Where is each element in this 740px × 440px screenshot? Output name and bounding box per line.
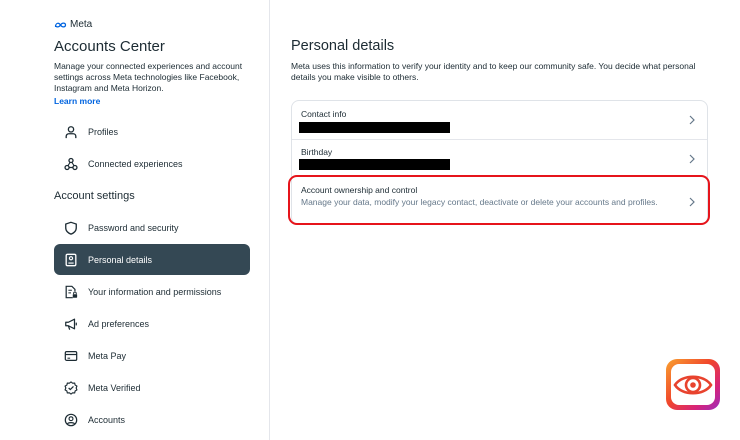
sidebar-item-label: Meta Verified xyxy=(88,382,141,393)
meta-infinity-icon xyxy=(54,21,67,29)
eye-app-icon xyxy=(666,359,720,410)
megaphone-icon xyxy=(54,317,88,331)
sidebar-item-profiles[interactable] xyxy=(54,116,250,147)
connected-icon xyxy=(54,157,88,171)
meta-logo xyxy=(54,19,92,30)
row-label: Contact info xyxy=(301,109,347,119)
sidebar-item-label: Personal details xyxy=(88,254,153,265)
learn-more-link[interactable]: Learn more xyxy=(54,96,101,106)
redacted-value xyxy=(299,122,450,133)
verified-badge-icon xyxy=(54,381,88,395)
sidebar-item-accounts[interactable] xyxy=(54,404,250,435)
sidebar-item-connected-experiences[interactable] xyxy=(54,148,250,179)
sidebar-item-ad-preferences[interactable] xyxy=(54,308,250,339)
account-settings-heading: Account settings xyxy=(54,190,135,202)
person-icon xyxy=(54,125,88,139)
document-lock-icon xyxy=(54,285,88,299)
brand-name: Meta xyxy=(70,19,93,30)
birthday-row[interactable] xyxy=(292,139,707,176)
sidebar-item-label: Meta Pay xyxy=(88,350,127,361)
card-icon xyxy=(54,349,88,363)
sidebar-item-label: Profiles xyxy=(88,126,119,137)
accounts-center-title: Accounts Center xyxy=(54,38,165,55)
sidebar-item-personal-details[interactable] xyxy=(54,244,250,275)
id-card-icon xyxy=(54,253,88,267)
shield-icon xyxy=(54,221,88,235)
chevron-right-icon xyxy=(689,154,695,164)
chevron-right-icon xyxy=(689,115,695,125)
sidebar-item-password-security[interactable] xyxy=(54,212,250,243)
page-description: Meta uses this information to verify your identity and to keep our community safe. You decide what personal details you make visible to others. xyxy=(291,61,696,82)
sidebar-item-label: Accounts xyxy=(88,414,126,425)
contact-info-row[interactable] xyxy=(292,101,707,139)
sidebar-item-label: Password and security xyxy=(88,222,179,233)
sidebar xyxy=(0,0,270,440)
sidebar-item-label: Your information and permissions xyxy=(88,286,222,297)
row-sublabel: Manage your data, modify your legacy contact, deactivate or delete your accounts and profiles. xyxy=(301,197,658,207)
row-label: Birthday xyxy=(301,147,333,157)
page-title: Personal details xyxy=(291,38,395,54)
account-circle-icon xyxy=(54,413,88,427)
eye-icon xyxy=(672,370,714,400)
sidebar-item-label: Connected experiences xyxy=(88,158,183,169)
sidebar-item-label: Ad preferences xyxy=(88,318,150,329)
accounts-center-description: Manage your connected experiences and account settings across Meta technologies like Facebook, Instagram and Meta Horizon. xyxy=(54,61,243,93)
row-label: Account ownership and control xyxy=(301,185,418,195)
redacted-value xyxy=(299,159,450,170)
highlight-outline xyxy=(288,175,710,225)
sidebar-item-your-information[interactable] xyxy=(54,276,250,307)
sidebar-item-meta-verified[interactable] xyxy=(54,372,250,403)
sidebar-item-meta-pay[interactable] xyxy=(54,340,250,371)
